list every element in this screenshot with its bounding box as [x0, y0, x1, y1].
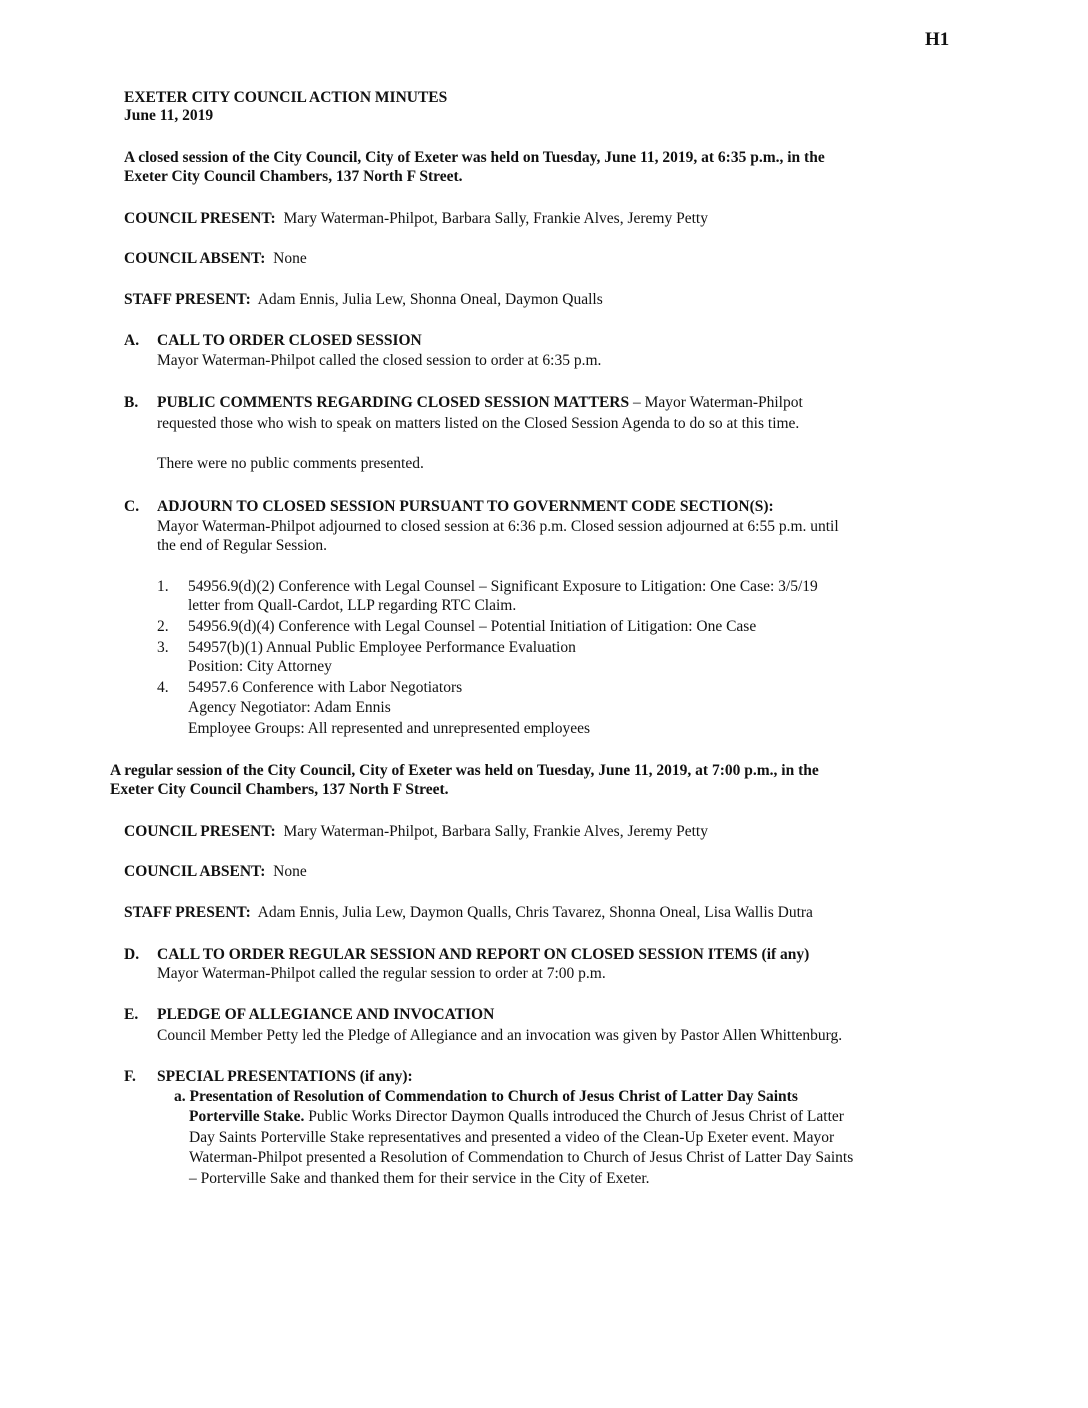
list-item-cont: Agency Negotiator: Adam Ennis [188, 699, 391, 716]
heading: PUBLIC COMMENTS REGARDING CLOSED SESSION MATTERS [157, 394, 630, 411]
item-a-heading [124, 331, 422, 351]
list-number: 3. [157, 639, 169, 656]
sub-item-a-text: – Porterville Sake and thanked them for their service in the City of Exeter. [189, 1170, 650, 1187]
label: COUNCIL PRESENT: [124, 210, 276, 227]
list-text: 54957(b)(1) Annual Public Employee Performance Evaluation [188, 639, 576, 656]
list-text: 54956.9(d)(2) Conference with Legal Counsel – Significant Exposure to Litigation: One Case: 3/5/19 [188, 578, 818, 595]
list-item [157, 577, 818, 597]
closed-council-absent [124, 249, 307, 269]
value: Adam Ennis, Julia Lew, Shonna Oneal, Daymon Qualls [257, 291, 603, 308]
value: Adam Ennis, Julia Lew, Daymon Qualls, Chris Tavarez, Shonna Oneal, Lisa Wallis Dutra [257, 904, 813, 921]
list-item [157, 638, 576, 658]
list-number: 4. [157, 679, 169, 696]
item-d-heading [124, 945, 809, 965]
item-c-text: the end of Regular Session. [157, 537, 328, 554]
sub-item-text: Public Works Director Daymon Qualls introduced the Church of Jesus Christ of Latter [304, 1108, 844, 1125]
lead-text: – Mayor Waterman-Philpot [629, 394, 803, 411]
list-item-cont: Employee Groups: All represented and unrepresented employees [188, 720, 591, 737]
item-e-text: Council Member Petty led the Pledge of Allegiance and an invocation was given by Pastor Allen Whittenburg. [157, 1027, 843, 1044]
list-item [157, 678, 462, 698]
closed-session-intro-line: Exeter City Council Chambers, 137 North F Street. [124, 168, 463, 185]
list-number: 2. [157, 618, 169, 635]
item-e-heading [124, 1005, 494, 1025]
heading: SPECIAL PRESENTATIONS (if any): [157, 1068, 413, 1085]
sub-item-title: Presentation of Resolution of Commendation to Church of Jesus Christ of Latter Day Saints [189, 1088, 798, 1105]
sub-item-a-text [189, 1107, 844, 1127]
value: None [273, 250, 307, 267]
list-item [157, 617, 756, 637]
value: Mary Waterman-Philpot, Barbara Sally, Frankie Alves, Jeremy Petty [283, 210, 708, 227]
item-c-text: Mayor Waterman-Philpot adjourned to closed session at 6:36 p.m. Closed session adjourned at 6:55 p.m. until [157, 518, 839, 535]
item-b-heading [124, 393, 803, 413]
item-letter: B. [124, 394, 139, 411]
regular-session-intro-line: A regular session of the City Council, City of Exeter was held on Tuesday, June 11, 2019, at 7:00 p.m., in the [110, 762, 819, 779]
item-letter: A. [124, 332, 140, 349]
label: COUNCIL PRESENT: [124, 823, 276, 840]
closed-council-present [124, 209, 708, 229]
list-number: 1. [157, 578, 169, 595]
item-letter: D. [124, 946, 140, 963]
item-a-text: Mayor Waterman-Philpot called the closed session to order at 6:35 p.m. [157, 352, 602, 369]
heading: ADJOURN TO CLOSED SESSION PURSUANT TO GOVERNMENT CODE SECTION(S): [157, 498, 774, 515]
sub-item-a-text: Day Saints Porterville Stake representatives and presented a video of the Clean-Up Exeter event. Mayor [189, 1129, 835, 1146]
document-title: EXETER CITY COUNCIL ACTION MINUTES [124, 89, 448, 106]
regular-council-absent [124, 862, 307, 882]
heading: CALL TO ORDER REGULAR SESSION AND REPORT ON CLOSED SESSION ITEMS (if any) [157, 946, 810, 963]
item-d-text: Mayor Waterman-Philpot called the regular session to order at 7:00 p.m. [157, 965, 606, 982]
item-letter: E. [124, 1006, 139, 1023]
item-b-note: There were no public comments presented. [157, 455, 424, 472]
regular-session-intro-line: Exeter City Council Chambers, 137 North F Street. [110, 781, 449, 798]
value: None [273, 863, 307, 880]
item-c-heading [124, 497, 774, 517]
regular-council-present [124, 822, 708, 842]
item-b-text: requested those who wish to speak on matters listed on the Closed Session Agenda to do so at this time. [157, 415, 800, 432]
list-text: 54956.9(d)(4) Conference with Legal Counsel – Potential Initiation of Litigation: One Case [188, 618, 757, 635]
heading: CALL TO ORDER CLOSED SESSION [157, 332, 422, 349]
list-item-cont: Position: City Attorney [188, 658, 332, 675]
closed-session-intro-line: A closed session of the City Council, City of Exeter was held on Tuesday, June 11, 2019, at 6:35 p.m., in the [124, 149, 825, 166]
value: Mary Waterman-Philpot, Barbara Sally, Frankie Alves, Jeremy Petty [283, 823, 708, 840]
list-text: 54957.6 Conference with Labor Negotiators [188, 679, 463, 696]
sub-item-a-text: Waterman-Philpot presented a Resolution of Commendation to Church of Jesus Christ of Latter Day Saints [189, 1149, 854, 1166]
sub-item-label: a. [174, 1088, 186, 1105]
item-letter: F. [124, 1068, 136, 1085]
heading: PLEDGE OF ALLEGIANCE AND INVOCATION [157, 1006, 495, 1023]
document-date: June 11, 2019 [124, 107, 214, 124]
list-item-cont: letter from Quall-Cardot, LLP regarding RTC Claim. [188, 597, 517, 614]
label: STAFF PRESENT: [124, 291, 251, 308]
regular-staff-present [124, 903, 813, 923]
item-f-heading [124, 1067, 413, 1087]
label: COUNCIL ABSENT: [124, 863, 266, 880]
label: COUNCIL ABSENT: [124, 250, 266, 267]
sub-item-a-title [174, 1087, 798, 1107]
closed-staff-present [124, 290, 603, 310]
label: STAFF PRESENT: [124, 904, 251, 921]
sub-item-title-cont: Porterville Stake. [189, 1108, 305, 1125]
item-letter: C. [124, 498, 140, 515]
page-label: H1 [925, 29, 950, 50]
